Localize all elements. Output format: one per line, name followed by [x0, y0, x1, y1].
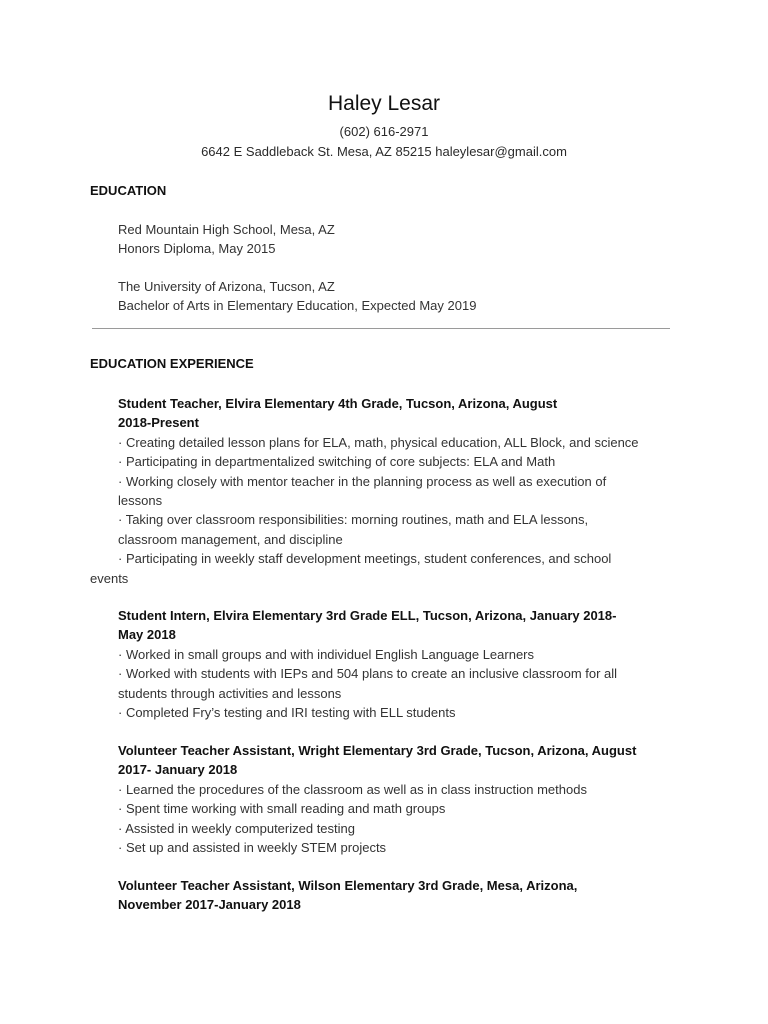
job-bullet: events	[90, 570, 129, 586]
experience-heading: EDUCATION EXPERIENCE	[90, 356, 254, 371]
job-title: 2018-Present	[118, 415, 199, 431]
education-detail: Honors Diploma, May 2015	[118, 241, 276, 256]
job-title: Volunteer Teacher Assistant, Wilson Elementary 3rd Grade, Mesa, Arizona,	[118, 878, 578, 893]
job-bullet: · Creating detailed lesson plans for ELA, math, physical education, ALL Block, and science	[118, 434, 639, 450]
job-bullet: lessons	[118, 493, 163, 509]
job-bullet: · Working closely with mentor teacher in the planning process as well as execution of	[118, 473, 607, 489]
education-detail: Bachelor of Arts in Elementary Education, Expected May 2019	[118, 298, 477, 313]
education-heading: EDUCATION	[90, 183, 167, 198]
education-school: The University of Arizona, Tucson, AZ	[118, 279, 335, 294]
section-divider	[92, 328, 670, 329]
job-title: Volunteer Teacher Assistant, Wright Elementary 3rd Grade, Tucson, Arizona, August	[118, 743, 637, 758]
education-school: Red Mountain High School, Mesa, AZ	[118, 222, 335, 237]
job-title: Student Teacher, Elvira Elementary 4th Grade, Tucson, Arizona, August	[118, 396, 558, 411]
candidate-name: Haley Lesar	[327, 92, 441, 115]
address-email: 6642 E Saddleback St. Mesa, AZ 85215 haleylesar@gmail.com	[201, 144, 567, 159]
job-bullet: · Set up and assisted in weekly STEM projects	[118, 840, 387, 856]
job-bullet: · Worked in small groups and with individuel English Language Learners	[118, 646, 534, 662]
job-bullet: · Learned the procedures of the classroom as well as in class instruction methods	[118, 781, 587, 797]
job-bullet: · Assisted in weekly computerized testing	[118, 820, 355, 836]
job-bullet: students through activities and lessons	[118, 685, 342, 701]
job-entry	[118, 876, 658, 915]
job-title: November 2017-January 2018	[118, 897, 301, 913]
phone-number: (602) 616-2971	[339, 124, 429, 139]
job-bullet: · Participating in weekly staff development meetings, student conferences, and school	[118, 551, 612, 567]
job-bullet: · Completed Fry’s testing and IRI testing with ELL students	[118, 705, 456, 721]
job-entry	[118, 606, 658, 722]
job-bullet: classroom management, and discipline	[118, 531, 343, 547]
job-bullet: · Participating in departmentalized switching of core subjects: ELA and Math	[118, 454, 556, 470]
job-title: 2017- January 2018	[118, 762, 238, 778]
job-title: Student Intern, Elvira Elementary 3rd Grade ELL, Tucson, Arizona, January 2018-	[118, 608, 617, 623]
job-title: May 2018	[118, 627, 176, 643]
job-bullet: · Worked with students with IEPs and 504 plans to create an inclusive classroom for all	[118, 666, 618, 682]
job-entry	[118, 741, 658, 857]
job-bullet: · Spent time working with small reading and math groups	[118, 801, 446, 817]
job-bullet: · Taking over classroom responsibilities: morning routines, math and ELA lessons,	[118, 512, 589, 528]
job-entry	[90, 394, 658, 588]
